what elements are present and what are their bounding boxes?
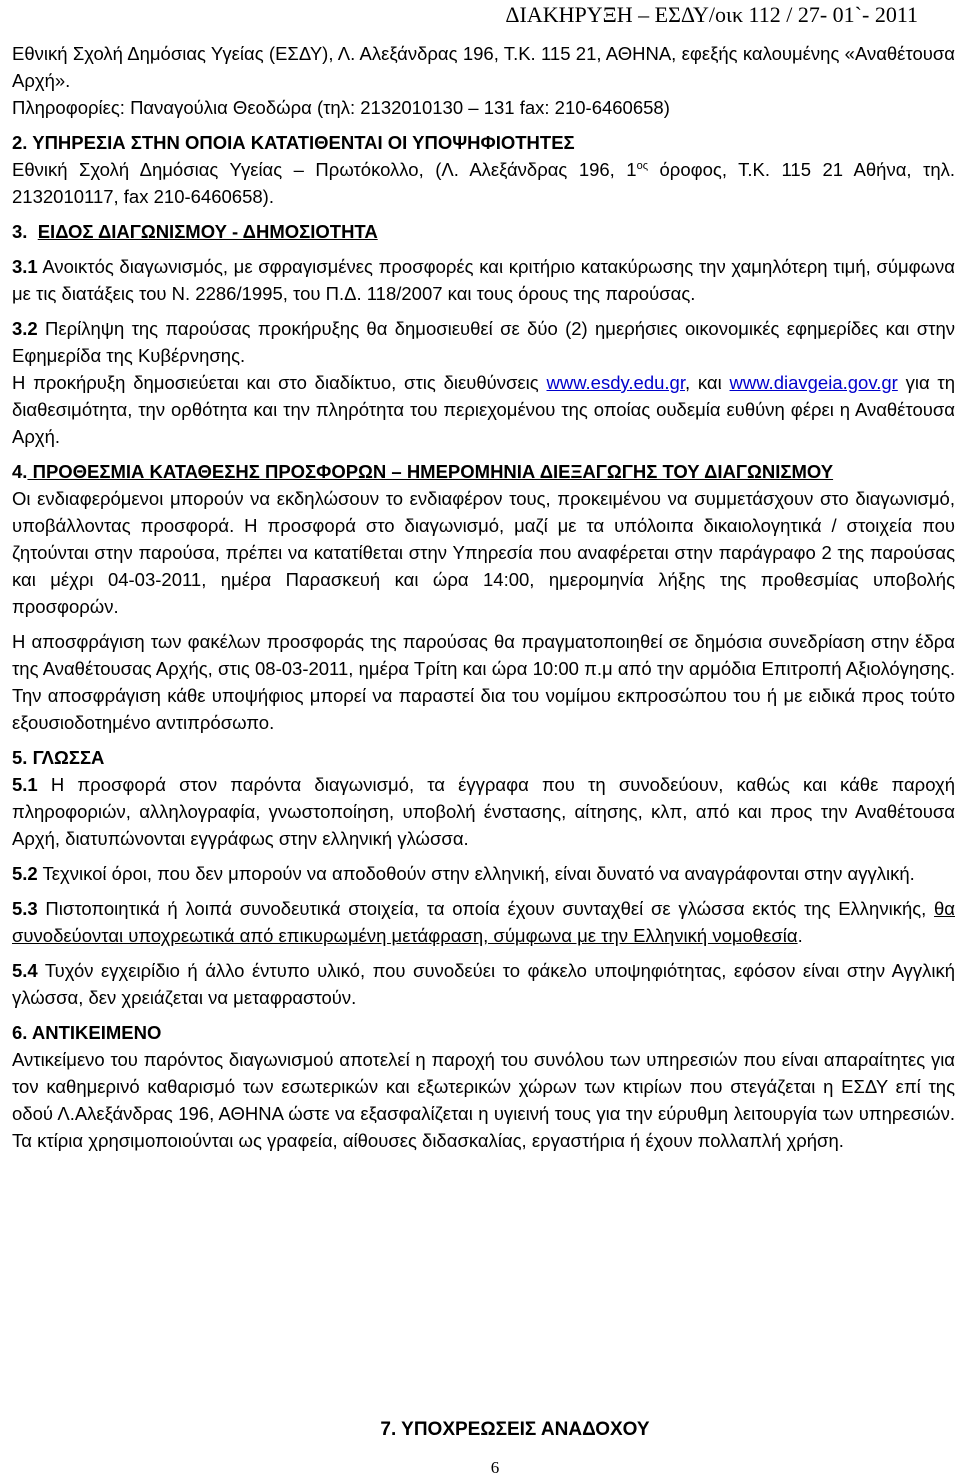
section-5-4-number: 5.4 (12, 960, 38, 981)
websites-text-b: , και (684, 372, 730, 393)
section-5-3 (12, 895, 955, 949)
section-3-number: 3. (12, 221, 28, 242)
section-3-2 (12, 315, 955, 369)
section-4-heading (12, 458, 955, 485)
section-2-heading: 2. ΥΠΗΡΕΣΙΑ ΣΤΗΝ ΟΠΟΙΑ ΚΑΤΑΤΙΘΕΝΤΑΙ ΟΙ ΥΠΟΨΗΦΙΟΤΗΤΕΣ (12, 132, 575, 153)
section-3-title: ΕΙΔΟΣ ΔΙΑΓΩΝΙΣΜΟΥ - ΔΗΜΟΣΙΟΤΗΤΑ (37, 221, 378, 242)
section-5-3-number: 5.3 (12, 898, 38, 919)
section-5-1-text: Η προσφορά στον παρόντα διαγωνισμό, τα έγγραφα που τη συνοδεύουν, καθώς και κάθε παροχή πληροφοριών, αλληλογραφία, γνωστοποίηση, υποβολή ένστασης, αίτησης, κλπ, από και προς την Αναθέτουσα Αρχή, διατυπώνονται εγγράφως στην ελληνική γλώσσα. (12, 774, 955, 849)
section-5-4-text: Τυχόν εγχειρίδιο ή άλλο έντυπο υλικό, που συνοδεύει το φάκελο υποψηφιότητας, εφόσον είναι στην Αγγλική γλώσσα, δεν χρειάζεται να μεταφραστούν. (12, 960, 955, 1008)
section-2-text-a: Εθνική Σχολή Δημόσιας Υγείας – Πρωτόκολλο, (Λ. Αλεξάνδρας 196, 1 (12, 159, 637, 180)
page-number: 6 (490, 1458, 500, 1477)
section-5-3-text-b: . (797, 925, 803, 946)
section-5-3-underlined: θα συνοδεύονται υποχρεωτικά από επικυρωμένη μετάφραση, σύμφωνα με την Ελληνική νομοθεσία (12, 898, 955, 946)
section-4-title: ΠΡΟΘΕΣΜΙΑ ΚΑΤΑΘΕΣΗΣ ΠΡΟΣΦΟΡΩΝ – ΗΜΕΡΟΜΗΝΙΑ ΔΙΕΞΑΓΩΓΗΣ ΤΟΥ ΔΙΑΓΩΝΙΣΜΟΥ (27, 461, 834, 482)
diavgeia-link[interactable]: www.diavgeia.gov.gr (729, 372, 898, 393)
section-3-1-text: Ανοικτός διαγωνισμός, με σφραγισμένες προσφορές και κριτήριο κατακύρωσης την χαμηλότερη τιμή, σύμφωνα με τις διατάξεις του Ν. 2286/1995, του Π.Δ. 118/2007 και τους όρους της παρούσας. (12, 256, 955, 304)
section-4-number: 4. (12, 461, 28, 482)
section-5-4 (12, 957, 955, 1011)
section-5-1 (12, 771, 955, 852)
document-body (12, 40, 955, 1154)
section-6-paragraph: Αντικείμενο του παρόντος διαγωνισμού αποτελεί η παροχή του συνόλου των υπηρεσιών που είναι απαραίτητες για τον καθημερινό καθαρισμό των εσωτερικών και εξωτερικών χώρων των κτιρίων που στεγάζεται η ΕΣΔΥ επί της οδού Λ.Αλεξάνδρας 196, ΑΘΗΝΑ ώστε να εξασφαλίζεται η υγιεινή τους για την εύρυθμη λειτουργία των υπηρεσιών. Τα κτίρια χρησιμοποιούνται ως γραφεία, αίθουσες διδασκαλίας, εργαστήρια ή έχουν πολλαπλή χρήση. (12, 1049, 955, 1151)
section-2-text (12, 156, 955, 210)
section-3-1 (12, 253, 955, 307)
section-2-text-b: όροφος, Τ.Κ. 115 21 Αθήνα, τηλ. 2132010117, fax 210-6460658). (12, 159, 955, 207)
section-3-heading (12, 218, 955, 245)
section-6-heading: 6. ΑΝΤΙΚΕΙΜΕΝΟ (12, 1022, 162, 1043)
info-paragraph: Πληροφορίες: Παναγούλια Θεοδώρα (τηλ: 2132010130 – 131 fax: 210-6460658) (12, 97, 670, 118)
intro-paragraph: Εθνική Σχολή Δημόσιας Υγείας (ΕΣΔΥ), Λ. Αλεξάνδρας 196, Τ.Κ. 115 21, ΑΘΗΝΑ, εφεξής καλουμένης «Αναθέτουσα Αρχή». (12, 43, 955, 91)
esdy-link[interactable]: www.esdy.edu.gr (546, 372, 685, 393)
section-3-1-number: 3.1 (12, 256, 38, 277)
section-4-paragraph-2: Η αποσφράγιση των φακέλων προσφοράς της παρούσας θα πραγματοποιηθεί σε δημόσια συνεδρίαση στην έδρα της Αναθέτουσας Αρχής, στις 08-03-2011, ημέρα Τρίτη και ώρα 10:00 π.μ από την αρμόδια Επιτροπή Αξιολόγησης. Την αποσφράγιση κάθε υποψήφιος μπορεί να παραστεί δια του νομίμου εκπροσώπου του ή με ειδικά προς τούτο εξουσιοδοτημένο αντιπρόσωπο. (12, 631, 955, 733)
section-3-websites (12, 369, 955, 450)
section-5-heading: 5. ΓΛΩΣΣΑ (12, 747, 105, 768)
websites-text-c: για τη διαθεσιμότητα, την ορθότητα και την πληρότητα του περιεχομένου της οποίας ουδεμία ευθύνη φέρει η Αναθέτουσα Αρχή. (12, 372, 956, 447)
page-header: ΔΙΑΚΗΡΥΞΗ – ΕΣΔΥ/οικ 112 / 27- 01`- 2011 (505, 2, 918, 27)
section-7-heading: 7. ΥΠΟΧΡΕΩΣΕΙΣ ΑΝΑΔΟΧΟΥ (380, 1419, 650, 1440)
websites-text-a: Η προκήρυξη δημοσιεύεται και στο διαδίκτυο, στις διευθύνσεις (12, 372, 547, 393)
section-5-1-number: 5.1 (12, 774, 38, 795)
section-5-2 (12, 860, 955, 887)
section-5-2-number: 5.2 (12, 863, 38, 884)
section-5-2-text: Τεχνικοί όροι, που δεν μπορούν να αποδοθούν στην ελληνική, είναι δυνατό να αναγράφονται στην αγγλική. (37, 863, 915, 884)
section-4-paragraph-1: Οι ενδιαφερόμενοι μπορούν να εκδηλώσουν το ενδιαφέρον τους, προκειμένου να συμμετάσχουν στο διαγωνισμό, υποβάλλοντας προσφορά. Η προσφορά στο διαγωνισμό, μαζί με τα υπόλοιπα δικαιολογητικά / στοιχεία που ζητούνται στην παρούσα, πρέπει να κατατίθεται στην Υπηρεσία που αναφέρεται στην παράγραφο 2 της παρούσας και μέχρι 04-03-2011, ημέρα Παρασκευή και ώρα 14:00, ημερομηνία λήξης της προθεσμίας υποβολής προσφορών. (12, 488, 955, 617)
section-5-3-text-a: Πιστοποιητικά ή λοιπά συνοδευτικά στοιχεία, τα οποία έχουν συνταχθεί σε γλώσσα εκτός της Ελληνικής, (37, 898, 935, 919)
section-3-2-number: 3.2 (12, 318, 38, 339)
floor-ordinal: ος (636, 159, 649, 172)
section-3-2-text: Περίληψη της παρούσας προκήρυξης θα δημοσιευθεί σε δύο (2) ημερήσιες οικονομικές εφημερίδες και στην Εφημερίδα της Κυβέρνησης. (12, 318, 955, 366)
